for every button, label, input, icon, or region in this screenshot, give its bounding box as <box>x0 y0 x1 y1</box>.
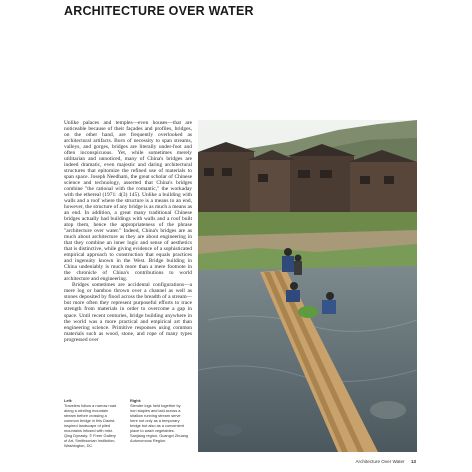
caption-text: Travelers follow a narrow road along a winding mountain stream before crossing a common bridge in this Daoist-inspired landscape of piled mountains infused with mist. Qing Dynasty. © Freer Gallery of Art, Smithsonian Institution, Washington, DC. <box>64 403 117 448</box>
paragraph: Bridges sometimes are accidental configurations—a mere log or bamboo thrown over a channel as well as stones deposited by flood across the breadth of a stream—but more often they represent purposeful efforts to trace strength from materials in order to overcome a gap in space. Until recent centuries, bridge building anywhere in the world was a more practical and empirical art than engineering science. Primitive responses using common materials such as wood, stone, and rope of many types progressed over <box>64 282 192 343</box>
running-title: Architecture Over Water <box>355 459 405 464</box>
page-number: 13 <box>410 459 416 464</box>
bridge-photo <box>198 120 417 452</box>
body-text <box>64 120 192 343</box>
caption-text: Slender logs held together by iron staples and laid across a shallow running stream serve here not only as a temporary bridge but also as a convenient place to wash vegetables. Sanjiang region, Guangxi Zhuang Autonomous Region. <box>130 403 188 443</box>
caption-label: Right: <box>130 398 142 403</box>
page-title: ARCHITECTURE OVER WATER <box>64 4 254 18</box>
caption-right <box>130 398 188 443</box>
paragraph: Unlike palaces and temples—even houses—that are noticeable because of their façades and profiles, bridges, on the other hand, are frequently overlooked as architectural artifacts. Born of necessity to span streams, valleys, and gorges, bridges are literally under-foot and often inconspicuous. Yet, while sometimes merely utilitarian and unnoticed, many of China's bridges are indeed dramatic, even majestic and daring architectural structures that epitomize the refined use of materials to span space. Joseph Needham, the great scholar of Chinese science and technology, asserted that China's bridges combine "the rational with the romantic," the workaday with the ethereal (1971: 4(3) 145). Unlike a building with walls and a roof where the structure is a means to an end, however, the structure of any bridge is as much a means as an end. In addition, a great many traditional Chinese bridges actually had buildings with walls and a roof built atop them, hence the appropriateness of the phrase "architecture over water." Indeed, China's bridges are as much about architecture as they are about engineering in that they combine an inner logic and sense of aesthetics that is distinctive, while giving evidence of a sophisticated empirical approach to construction that equals practices and ingenuity known in the West. Bridge building in China undeniably is much more than a mere footnote in the chronicle of China's contributions to world architecture and engineering. <box>64 120 192 283</box>
page-footer <box>355 459 416 464</box>
caption-left <box>64 398 120 448</box>
caption-label: Left: <box>64 398 73 403</box>
